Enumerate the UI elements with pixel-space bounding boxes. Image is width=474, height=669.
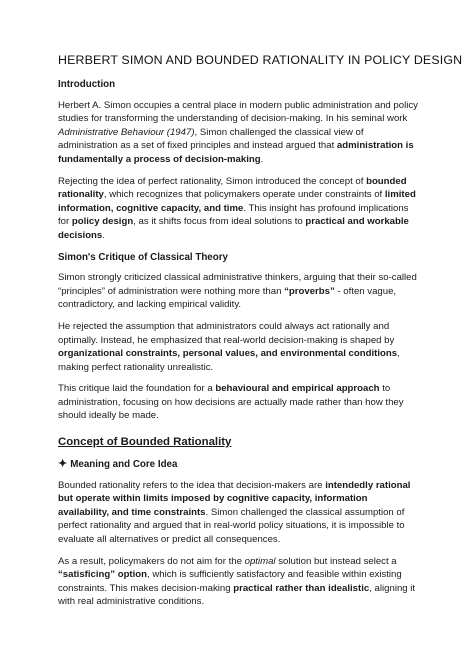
document-title: HERBERT SIMON AND BOUNDED RATIONALITY IN POLICY DESIGN — [58, 53, 463, 67]
concept-paragraph-1: Bounded rationality refers to the idea that decision-makers are intendedly rational but operate within limits imposed by cognitive capacity, information availability, and time constraints. Simon challenged the classical assumption of perfect rationality and argued that in real-world policy situations, it is impossible to evaluate all alternatives or predict all consequences. — [58, 479, 411, 546]
critique-paragraph-1: Simon strongly criticized classical administrative thinkers, arguing that their so-called “principles” of administration were nothing more than “proverbs” - often vague, contradictory, and lacking empirical validity. — [58, 272, 417, 311]
subheading-meaning: ✦ Meaning and Core Idea — [58, 458, 178, 471]
section-heading-concept: Concept of Bounded Rationality — [58, 436, 232, 449]
intro-paragraph-1: Herbert A. Simon occupies a central place in modern public administration and policy studies for transforming the understanding of decision-making. In his seminal work Administrative Behaviour (1947), Simon challenged the classical view of administration as a set of fixed principles and instead argued that administration is fundamentally a process of decision-making. — [58, 99, 418, 165]
concept-paragraph-2: As a result, policymakers do not aim for the optimal solution but instead select a “satisficing” option, which is sufficiently satisfactory and feasible within existing constraints. This makes decision-making practical rather than idealistic, aligning it with real administrative conditions. — [58, 555, 416, 608]
intro-paragraph-2: Rejecting the idea of perfect rationality, Simon introduced the concept of bounded rationality, which recognizes that policymakers operate under constraints of limited information, cognitive capacity, and time. This insight has profound implications for policy design, as it shifts focus from ideal solutions to practical and workable decisions. — [58, 175, 416, 241]
critique-paragraph-2: He rejected the assumption that administrators could always act rationally and optimally. Instead, he emphasized that real-world decision-making is shaped by organizational constraints, personal values, and environmental conditions, making perfect rationality unrealistic. — [58, 320, 400, 373]
critique-paragraph-3: This critique laid the foundation for a behavioural and empirical approach to administration, focusing on how decisions are actually made rather than how they should ideally be made. — [58, 383, 404, 422]
four-point-star-icon: ✦ — [58, 458, 68, 471]
work-title: Administrative Behaviour (1947) — [58, 126, 195, 138]
section-heading-critique: Simon's Critique of Classical Theory — [58, 251, 229, 263]
section-heading-introduction: Introduction — [58, 79, 116, 90]
